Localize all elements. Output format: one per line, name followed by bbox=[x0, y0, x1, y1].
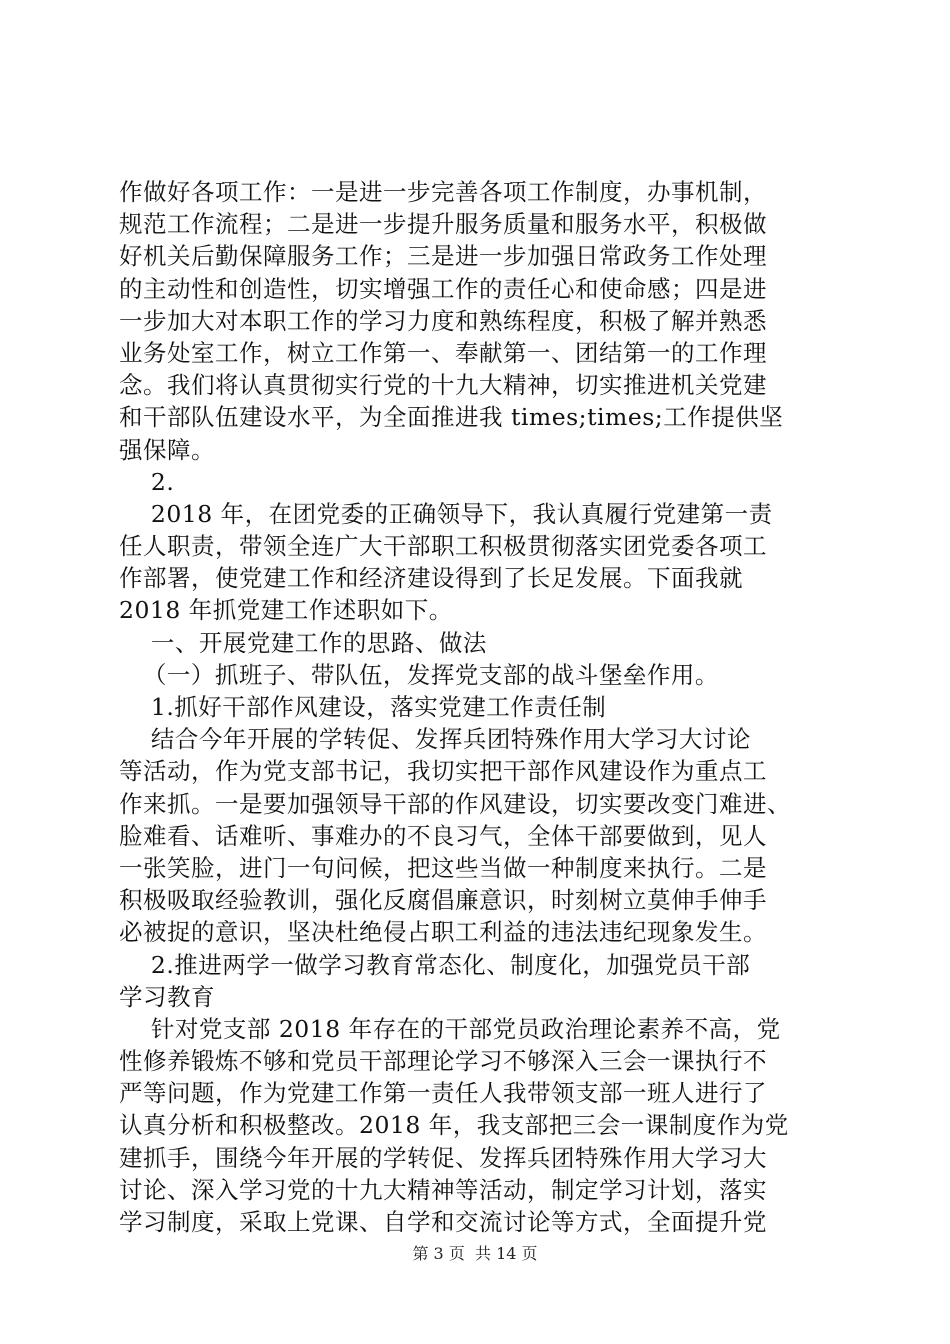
heading-3: 2.推进两学一做学习教育常态化、制度化，加强党员干部 bbox=[119, 950, 751, 979]
text-line: 认真分析和积极整改。2018 年，我支部把三会一课制度作为党 bbox=[119, 1111, 789, 1140]
section-number: 2. bbox=[119, 467, 175, 496]
text-line: 学习制度，采取上党课、自学和交流讨论等方式，全面提升党 bbox=[119, 1208, 767, 1236]
page-number: 第 3 页 共 14 页 bbox=[412, 1244, 538, 1263]
text-line: 作做好各项工作：一是进一步完善各项工作制度，办事机制， bbox=[119, 178, 767, 206]
text-line: 学习教育 bbox=[119, 982, 215, 1011]
text-line: 结合今年开展的学转促、发挥兵团特殊作用大学习大讨论 bbox=[119, 725, 751, 754]
text-line: 脸难看、话难听、事难办的不良习气，全体干部要做到，见人 bbox=[119, 821, 767, 850]
text-line: 等活动，作为党支部书记，我切实把干部作风建设作为重点工 bbox=[119, 757, 767, 786]
text-line: 的主动性和创造性，切实增强工作的责任心和使命感；四是进 bbox=[119, 274, 767, 303]
heading-1: 一、开展党建工作的思路、做法 bbox=[119, 628, 487, 657]
text-line: 2018 年抓党建工作述职如下。 bbox=[119, 596, 453, 625]
text-line: 针对党支部 2018 年存在的干部党员政治理论素养不高，党 bbox=[119, 1014, 781, 1043]
text-line: 一步加大对本职工作的学习力度和熟练程度，积极了解并熟悉 bbox=[119, 306, 767, 335]
text-line: 业务处室工作，树立工作第一、奉献第一、团结第一的工作理 bbox=[119, 338, 767, 367]
text-line: 严等问题，作为党建工作第一责任人我带领支部一班人进行了 bbox=[119, 1079, 767, 1108]
text-line: 必被捉的意识，坚决杜绝侵占职工利益的违法违纪现象发生。 bbox=[119, 918, 767, 947]
text-line: 讨论、深入学习党的十九大精神等活动，制定学习计划，落实 bbox=[119, 1175, 767, 1204]
text-line: 作部署，使党建工作和经济建设得到了长足发展。下面我就 bbox=[119, 564, 743, 593]
text-line: 性修养锻炼不够和党员干部理论学习不够深入三会一课执行不 bbox=[119, 1047, 767, 1076]
text-line: 一张笑脸，进门一句问候，把这些当做一种制度来执行。二是 bbox=[119, 853, 767, 882]
heading-2: （一）抓班子、带队伍，发挥党支部的战斗堡垒作用。 bbox=[119, 660, 719, 689]
text-line: 任人职责，带领全连广大干部职工积极贯彻落实团党委各项工 bbox=[119, 532, 767, 561]
text-line: 积极吸取经验教训，强化反腐倡廉意识，时刻树立莫伸手伸手 bbox=[119, 886, 767, 915]
heading-3: 1.抓好干部作风建设，落实党建工作责任制 bbox=[119, 693, 607, 721]
document-body bbox=[119, 176, 839, 1238]
text-line: 强保障。 bbox=[119, 435, 215, 464]
text-line: 2018 年，在团党委的正确领导下，我认真履行党建第一责 bbox=[119, 499, 773, 528]
text-line: 和干部队伍建设水平，为全面推进我 times;times;工作提供坚 bbox=[119, 403, 784, 432]
page-footer bbox=[0, 1241, 950, 1264]
text-line: 念。我们将认真贯彻实行党的十九大精神，切实推进机关党建 bbox=[119, 371, 767, 400]
text-line: 建抓手，围绕今年开展的学转促、发挥兵团特殊作用大学习大 bbox=[119, 1143, 767, 1172]
text-line: 作来抓。一是要加强领导干部的作风建设，切实要改变门难进、 bbox=[119, 789, 791, 818]
text-line: 好机关后勤保障服务工作；三是进一步加强日常政务工作处理 bbox=[119, 242, 767, 271]
text-line: 规范工作流程；二是进一步提升服务质量和服务水平，积极做 bbox=[119, 210, 767, 239]
